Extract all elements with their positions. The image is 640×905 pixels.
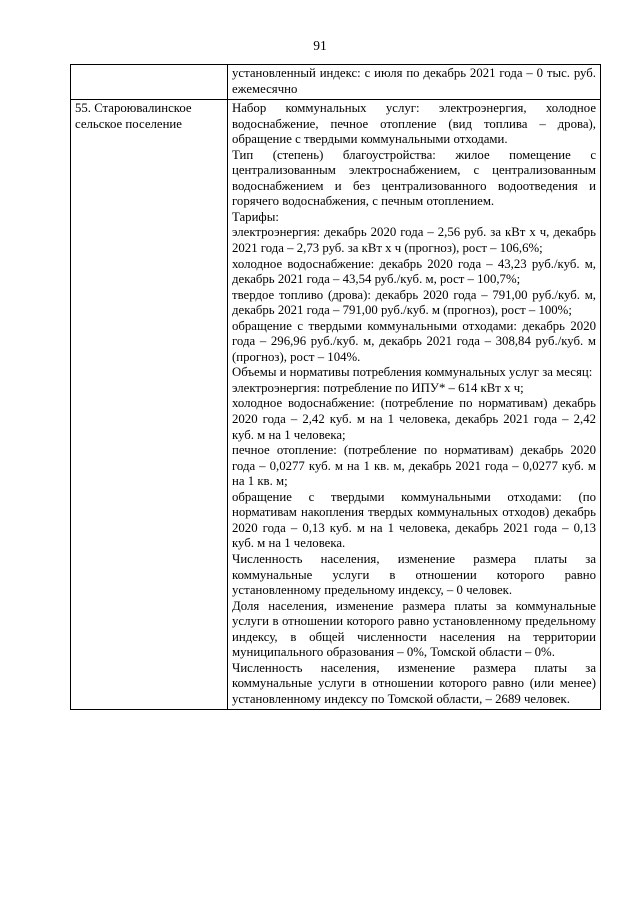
table-cell-municipality	[71, 65, 228, 100]
paragraph: обращение с твердыми коммунальными отходами: декабрь 2020 года – 296,96 руб./куб. м, декабрь 2021 года – 308,84 руб./куб. м (прогноз), рост – 104%.	[232, 318, 596, 364]
table-cell-description	[228, 65, 601, 100]
paragraph: установленный индекс: с июля по декабрь 2021 года – 0 тыс. руб. ежемесячно	[232, 66, 596, 96]
table-row	[71, 65, 601, 100]
paragraph: Тип (степень) благоустройства: жилое помещение с централизованным электроснабжением, с централизованным водоснабжением и без централизованного водоотведения и горячего водоснабжения, с печным отоплением.	[232, 147, 596, 209]
paragraph: Тарифы:	[232, 209, 279, 224]
paragraph: твердое топливо (дрова): декабрь 2020 года – 791,00 руб./куб. м, декабрь 2021 года – 791,00 руб./куб. м (прогноз), рост – 100%;	[232, 287, 596, 318]
paragraph: печное отопление: (потребление по нормативам) декабрь 2020 года – 0,0277 куб. м на 1 кв. м, декабрь 2021 года – 0,0277 куб. м на 1 кв. м;	[232, 443, 596, 489]
paragraph: Доля населения, изменение размера платы за коммунальные услуги в отношении которого равно установленному предельному индексу, в общей численности населения на территории муниципального образования – 0%, Томской области – 0%.	[232, 598, 596, 660]
paragraph: обращение с твердыми коммунальными отходами: (по нормативам накопления твердых коммунальных отходов) декабрь 2020 года – 0,13 куб. м на 1 человека, декабрь 2021 года – 0,13 куб. м на 1 человека.	[232, 489, 596, 551]
municipality-name: 55. Староювалинское сельское поселение	[75, 101, 192, 131]
paragraph: электроэнергия: декабрь 2020 года – 2,56 руб. за кВт х ч, декабрь 2021 года – 2,73 руб. за кВт х ч (прогноз), рост – 106,6%;	[232, 225, 596, 256]
table-row	[71, 100, 601, 710]
paragraph: холодное водоснабжение: (потребление по нормативам) декабрь 2020 года – 2,42 куб. м на 1 человека, декабрь 2021 года – 2,42 куб. м на 1 человека;	[232, 396, 596, 442]
table-cell-description	[228, 100, 601, 710]
paragraph: Численность населения, изменение размера платы за коммунальные услуги в отношении которого равно (или менее) установленному индексу по Томской области, – 2689 человек.	[232, 660, 596, 706]
paragraph: Численность населения, изменение размера платы за коммунальные услуги в отношении которого равно установленному предельному индексу, – 0 человек.	[232, 551, 596, 598]
paragraph: холодное водоснабжение: декабрь 2020 года – 43,23 руб./куб. м, декабрь 2021 года – 43,54 руб./куб. м, рост – 100,7%;	[232, 256, 596, 287]
tariff-table	[70, 64, 601, 710]
paragraph: электроэнергия: потребление по ИПУ* – 614 кВт х ч;	[232, 380, 524, 395]
table-cell-municipality	[71, 100, 228, 710]
paragraph: Набор коммунальных услуг: электроэнергия, холодное водоснабжение, печное отопление (вид топлива – дрова), обращение с твердыми коммунальными отходами.	[232, 101, 596, 147]
paragraph: Объемы и нормативы потребления коммунальных услуг за месяц:	[232, 365, 593, 380]
page-number: 91	[313, 38, 327, 53]
